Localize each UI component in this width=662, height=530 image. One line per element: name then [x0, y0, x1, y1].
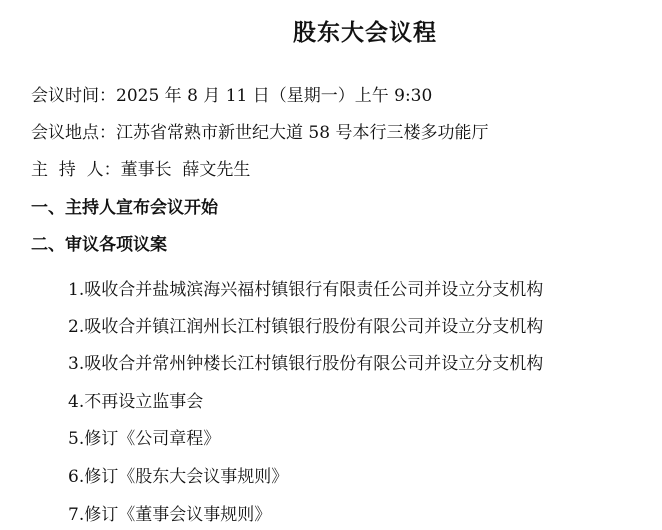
- proposal-item-3: 3.吸收合并常州钟楼长江村镇银行股份有限公司并设立分支机构: [68, 354, 544, 374]
- proposal-item-2: 2.吸收合并镇江润州长江村镇银行股份有限公司并设立分支机构: [68, 317, 544, 337]
- proposal-item-4: 4.不再设立监事会: [68, 392, 204, 412]
- meeting-host-label: 主 持 人：: [31, 160, 121, 180]
- proposal-item-6: 6.修订《股东大会议事规则》: [68, 467, 289, 487]
- meeting-time-row: [31, 84, 432, 108]
- section-heading-2: 二、审议各项议案: [31, 235, 167, 255]
- meeting-time-value: 2025 年 8 月 11 日（星期一）上午 9:30: [116, 86, 433, 106]
- proposal-item-7: 7.修订《董事会议事规则》: [68, 505, 272, 525]
- proposal-item-5: 5.修订《公司章程》: [68, 429, 221, 449]
- page-title: 股东大会议程: [293, 19, 437, 46]
- meeting-place-value: 江苏省常熟市新世纪大道 58 号本行三楼多功能厅: [116, 123, 489, 143]
- meeting-place-label: 会议地点：: [31, 123, 116, 143]
- meeting-host-row: [31, 158, 250, 182]
- meeting-time-label: 会议时间：: [31, 86, 116, 106]
- meeting-host-value: 董事长 薛文先生: [120, 160, 251, 180]
- section-heading-1: 一、主持人宣布会议开始: [31, 198, 218, 218]
- meeting-place-row: [31, 121, 488, 145]
- proposal-item-1: 1.吸收合并盐城滨海兴福村镇银行有限责任公司并设立分支机构: [68, 280, 544, 300]
